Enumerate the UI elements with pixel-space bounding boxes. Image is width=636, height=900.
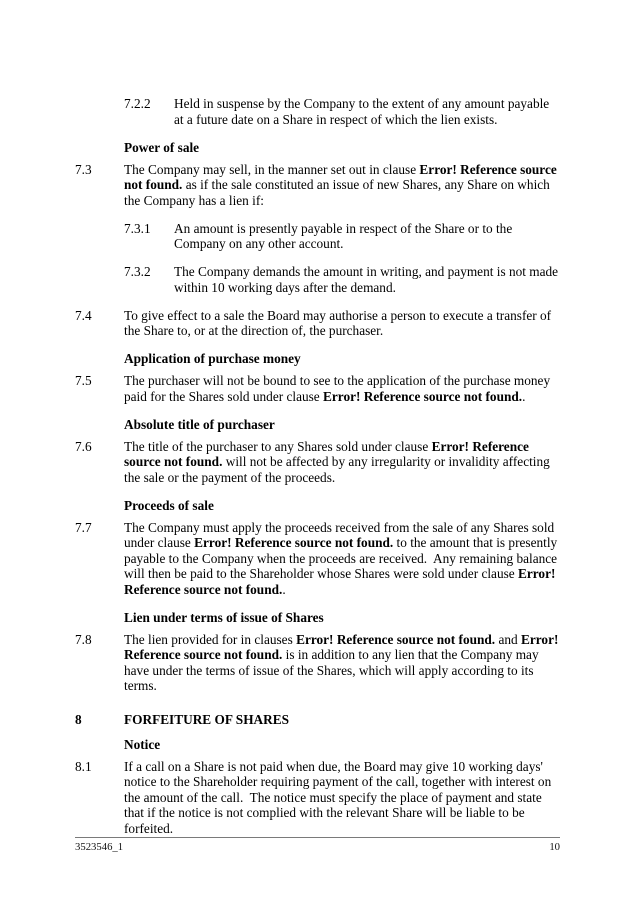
heading-text: Absolute title of purchaser bbox=[124, 416, 275, 432]
subclause-7.3.2 bbox=[75, 264, 560, 295]
clause-7.3 bbox=[75, 162, 560, 209]
clause-number: 7.5 bbox=[75, 373, 92, 388]
heading-text: Power of sale bbox=[124, 139, 200, 155]
clause-7.6 bbox=[75, 439, 560, 486]
paragraph-text: An amount is presently payable in respect of the Share or to the Company on any other account. bbox=[174, 220, 516, 251]
clause-number: 7.3.1 bbox=[124, 220, 151, 236]
paragraph-text: The purchaser will not be bound to see to the application of the purchase money paid for the Shares sold under clause Error! Reference source not found.. bbox=[124, 373, 554, 404]
clause-number: 8.1 bbox=[75, 758, 92, 774]
section-8 bbox=[75, 712, 560, 728]
footer-page-number: 10 bbox=[549, 841, 560, 853]
heading bbox=[124, 417, 560, 433]
paragraph-text: The title of the purchaser to any Shares sold under clause Error! Reference source not found. will not be affected by any irregularity or invalidity affecting the sale or the payment of the proceeds. bbox=[124, 438, 554, 485]
heading-text: FORFEITURE OF SHARES bbox=[124, 711, 290, 727]
clause-7.5 bbox=[75, 373, 560, 404]
paragraph-text: The Company must apply the proceeds received from the sale of any Shares sold under clause Error! Reference source not found. to the amount that is presently payable to the Company when the proceeds are received. Any remaining balance will then be paid to the Shareholder whose Shares were sold under clause Error! Reference source not found.. bbox=[124, 519, 561, 597]
clause-7.4 bbox=[75, 308, 560, 339]
clause-number: 7.6 bbox=[75, 438, 92, 454]
document-body bbox=[75, 96, 560, 849]
paragraph-text: If a call on a Share is not paid when due, the Board may give 10 working days' notice to the Shareholder requiring payment of the call, together with interest on the amount of the call. The notice must specify the place of payment and state that if the notice is not complied with the relevant Share will be liable to be forfeited. bbox=[124, 758, 555, 836]
clause-number: 7.8 bbox=[75, 631, 92, 647]
subclause-7.2.2 bbox=[75, 96, 560, 127]
heading bbox=[124, 610, 560, 626]
clause-8.1 bbox=[75, 759, 560, 837]
heading-text: Lien under terms of issue of Shares bbox=[124, 609, 324, 625]
heading bbox=[124, 140, 560, 156]
heading-text: Notice bbox=[124, 736, 161, 752]
clause-number: 7.2.2 bbox=[124, 96, 151, 111]
clause-number: 7.4 bbox=[75, 307, 92, 323]
clause-number: 7.7 bbox=[75, 519, 92, 535]
heading bbox=[124, 737, 560, 753]
heading-text: Proceeds of sale bbox=[124, 497, 214, 513]
clause-number: 7.3 bbox=[75, 161, 92, 177]
clause-number: 8 bbox=[75, 711, 82, 727]
paragraph-text: The Company demands the amount in writing, and payment is not made within 10 working days after the demand. bbox=[174, 264, 562, 295]
paragraph-text: To give effect to a sale the Board may authorise a person to execute a transfer of the Share to, or at the direction of, the purchaser. bbox=[124, 307, 555, 338]
clause-7.8 bbox=[75, 632, 560, 694]
heading bbox=[124, 498, 560, 514]
paragraph-text: Held in suspense by the Company to the extent of any amount payable at a future date on a Share in respect of which the lien exists. bbox=[174, 96, 553, 127]
page-footer bbox=[75, 837, 560, 854]
paragraph-text: The lien provided for in clauses Error! Reference source not found. and Error! Reference source not found. is in addition to any lien that the Company may have under the terms of issue of the Shares, which will apply according to its terms. bbox=[124, 631, 562, 693]
footer-doc-ref: 3523546_1 bbox=[75, 841, 124, 853]
subclause-7.3.1 bbox=[75, 221, 560, 252]
heading bbox=[124, 351, 560, 367]
paragraph-text: The Company may sell, in the manner set out in clause Error! Reference source not found. as if the sale constituted an issue of new Shares, any Share on which the Company has a lien if: bbox=[124, 161, 561, 208]
heading-text: Application of purchase money bbox=[124, 351, 301, 366]
clause-7.7 bbox=[75, 520, 560, 598]
clause-number: 7.3.2 bbox=[124, 264, 151, 279]
